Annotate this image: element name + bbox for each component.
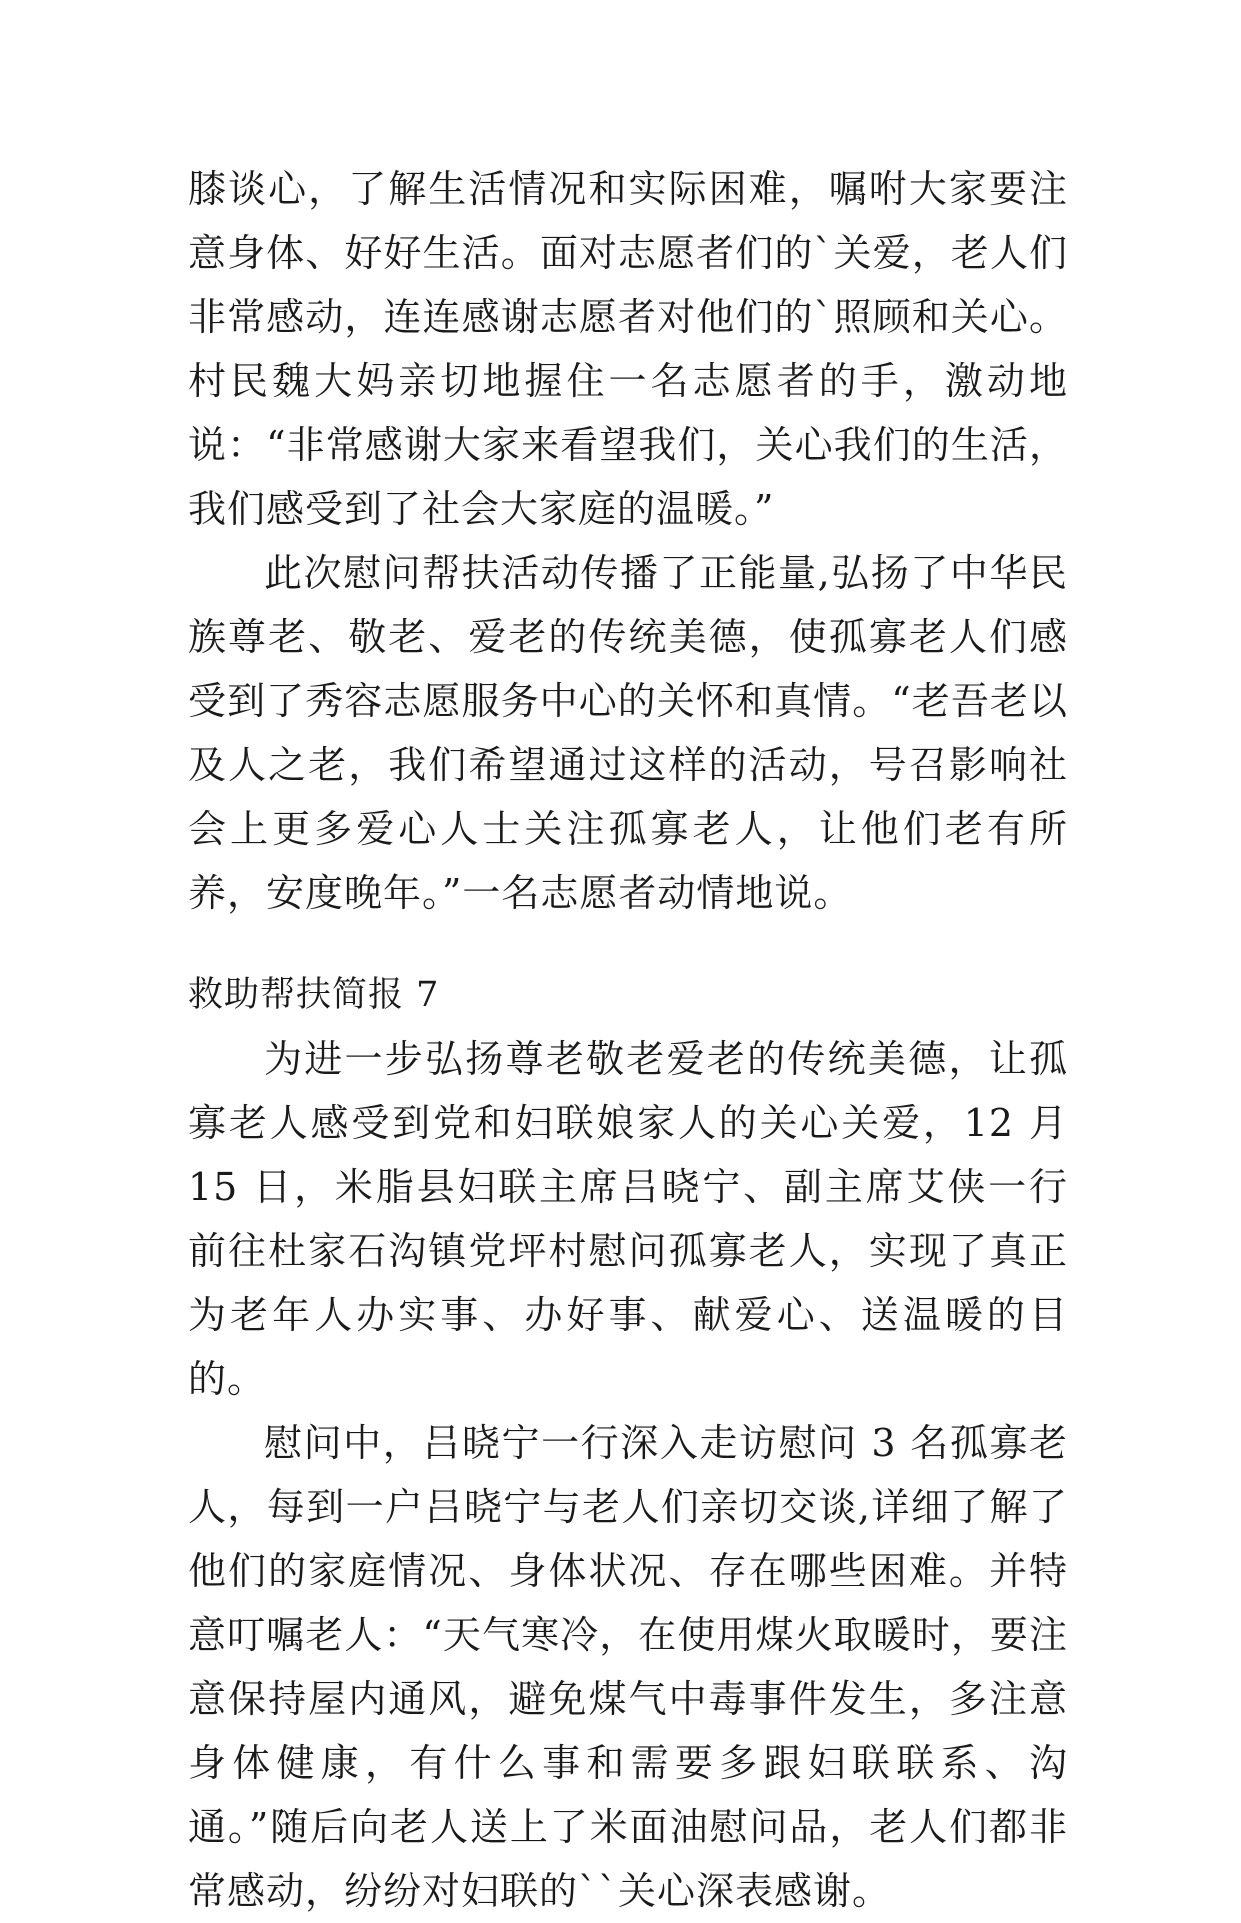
section-heading: 救助帮扶简报 7 bbox=[188, 975, 440, 1015]
paragraph-visit: 慰问中，吕晓宁一行深入走访慰问 3 名孤寡老人，每到一户吕晓宁与老人们亲切交谈,详细了解了他们的家庭情况、身体状况、存在哪些困难。并特意叮嘱老人：“天气寒冷，在使用煤火取暖时，要注意保持屋内通风，避免煤气中毒事件发生，多注意身体健康，有什么事和需要多跟妇联联系、沟通。”随后向老人送上了米面油慰问品，老人们都非常感动，纷纷对妇联的``关心深表感谢。 bbox=[188, 1421, 1068, 1913]
paragraph-continuation: 膝谈心，了解生活情况和实际困难，嘱咐大家要注意身体、好好生活。面对志愿者们的`关爱，老人们非常感动，连连感谢志愿者对他们的`照顾和关心。村民魏大妈亲切地握住一名志愿者的手，激动地说：“非常感谢大家来看望我们，关心我们的生活，我们感受到了社会大家庭的温暖。” bbox=[188, 167, 1068, 531]
paragraph-summary: 此次慰问帮扶活动传播了正能量,弘扬了中华民族尊老、敬老、爱老的传统美德，使孤寡老人们感受到了秀容志愿服务中心的关怀和真情。“老吾老以及人之老，我们希望通过这样的活动，号召影响社会上更多爱心人士关注孤寡老人，让他们老有所养，安度晚年。”一名志愿者动情地说。 bbox=[188, 551, 1068, 915]
document-body bbox=[188, 157, 1068, 1923]
paragraph-intro: 为进一步弘扬尊老敬老爱老的传统美德，让孤寡老人感受到党和妇联娘家人的关心关爱，12 月 15 日，米脂县妇联主席吕晓宁、副主席艾侠一行前往杜家石沟镇党坪村慰问孤寡老人，实现了真正为老年人办实事、办好事、献爱心、送温暖的目的。 bbox=[188, 1037, 1068, 1401]
